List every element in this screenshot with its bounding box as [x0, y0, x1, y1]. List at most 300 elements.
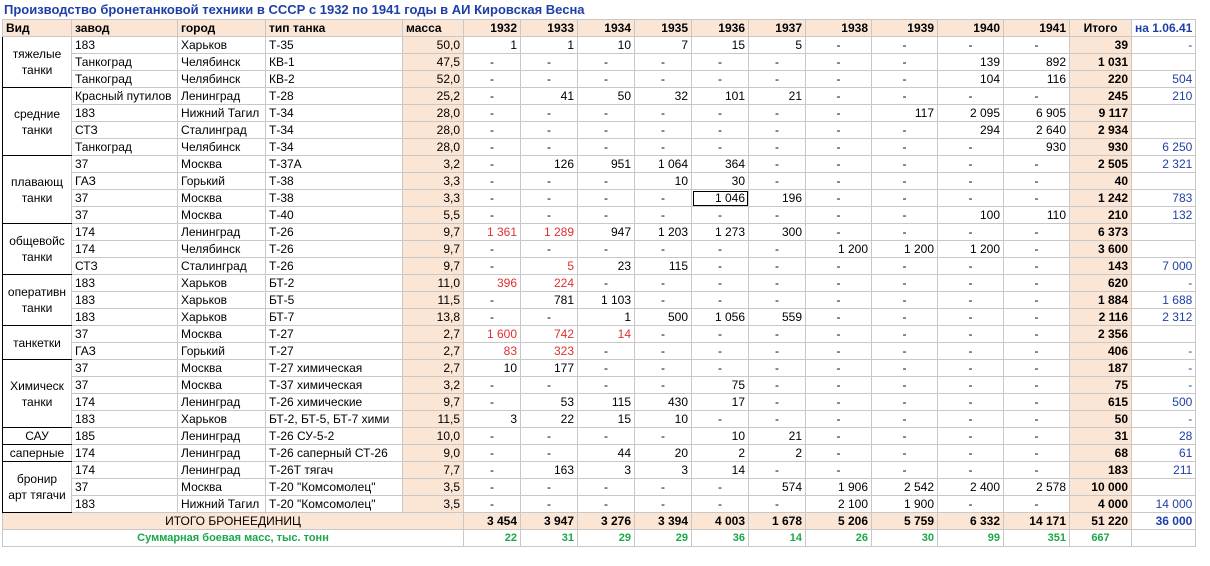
total-year-cell[interactable]: 4 003	[692, 513, 749, 530]
year-cell[interactable]: -	[938, 377, 1004, 394]
mass-year-cell[interactable]: 30	[872, 530, 938, 547]
year-cell[interactable]: -	[806, 122, 872, 139]
tank-type-cell[interactable]: Т-20 "Комсомолец"	[266, 496, 403, 513]
tank-type-cell[interactable]: Т-35	[266, 37, 403, 54]
year-cell[interactable]: -	[692, 258, 749, 275]
year-cell[interactable]: -	[872, 156, 938, 173]
year-cell[interactable]: 100	[938, 207, 1004, 224]
city-cell[interactable]: Москва	[178, 377, 266, 394]
year-cell[interactable]: -	[806, 224, 872, 241]
year-cell[interactable]: 1 046	[692, 190, 749, 207]
year-cell[interactable]: -	[635, 122, 692, 139]
year-cell[interactable]: -	[464, 173, 521, 190]
mass-cell[interactable]: 7,7	[403, 462, 464, 479]
year-cell[interactable]: -	[749, 105, 806, 122]
year-cell[interactable]: -	[749, 496, 806, 513]
year-cell[interactable]: -	[464, 292, 521, 309]
year-cell[interactable]: 14	[578, 326, 635, 343]
year-cell[interactable]: -	[806, 258, 872, 275]
city-cell[interactable]: Сталинград	[178, 258, 266, 275]
year-cell[interactable]: -	[938, 173, 1004, 190]
year-cell[interactable]: -	[872, 394, 938, 411]
mass-cell[interactable]: 9,7	[403, 241, 464, 258]
year-cell[interactable]: -	[872, 54, 938, 71]
total-cell[interactable]: 10 000	[1070, 479, 1132, 496]
year-cell[interactable]: -	[806, 360, 872, 377]
mass-cell[interactable]: 3,5	[403, 496, 464, 513]
year-cell[interactable]: -	[749, 275, 806, 292]
on-date-cell[interactable]: 783	[1132, 190, 1196, 207]
year-cell[interactable]: -	[938, 309, 1004, 326]
total-cell[interactable]: 1 242	[1070, 190, 1132, 207]
year-cell[interactable]: 1	[578, 309, 635, 326]
plant-cell[interactable]: Танкоград	[72, 54, 178, 71]
total-cell[interactable]: 50	[1070, 411, 1132, 428]
year-cell[interactable]: -	[692, 326, 749, 343]
mass-cell[interactable]: 3,2	[403, 377, 464, 394]
mass-cell[interactable]: 50,0	[403, 37, 464, 54]
year-cell[interactable]: -	[521, 207, 578, 224]
year-cell[interactable]: 101	[692, 88, 749, 105]
year-cell[interactable]: -	[521, 173, 578, 190]
mass-year-cell[interactable]: 99	[938, 530, 1004, 547]
mass-cell[interactable]: 9,0	[403, 445, 464, 462]
year-cell[interactable]: -	[464, 207, 521, 224]
year-cell[interactable]: 1 203	[635, 224, 692, 241]
total-cell[interactable]: 40	[1070, 173, 1132, 190]
year-cell[interactable]: -	[806, 309, 872, 326]
year-cell[interactable]: 110	[1004, 207, 1070, 224]
on-date-cell[interactable]: 14 000	[1132, 496, 1196, 513]
year-cell[interactable]: -	[578, 275, 635, 292]
year-cell[interactable]: 1 289	[521, 224, 578, 241]
city-cell[interactable]: Сталинград	[178, 122, 266, 139]
year-cell[interactable]: -	[578, 377, 635, 394]
year-cell[interactable]: 163	[521, 462, 578, 479]
year-cell[interactable]: -	[464, 71, 521, 88]
year-cell[interactable]: 83	[464, 343, 521, 360]
year-cell[interactable]: 22	[521, 411, 578, 428]
mass-year-cell[interactable]: 351	[1004, 530, 1070, 547]
year-cell[interactable]: 44	[578, 445, 635, 462]
city-cell[interactable]: Ленинград	[178, 462, 266, 479]
year-cell[interactable]: 3	[635, 462, 692, 479]
year-cell[interactable]: -	[464, 428, 521, 445]
mass-cell[interactable]: 9,7	[403, 224, 464, 241]
year-cell[interactable]: -	[749, 156, 806, 173]
total-cell[interactable]: 31	[1070, 428, 1132, 445]
year-cell[interactable]: 17	[692, 394, 749, 411]
on-date-cell[interactable]: 7 000	[1132, 258, 1196, 275]
year-cell[interactable]: -	[938, 292, 1004, 309]
year-cell[interactable]: -	[872, 88, 938, 105]
year-cell[interactable]: -	[1004, 156, 1070, 173]
mass-cell[interactable]: 2,7	[403, 326, 464, 343]
year-cell[interactable]: -	[872, 37, 938, 54]
year-cell[interactable]: -	[872, 190, 938, 207]
year-cell[interactable]: -	[635, 275, 692, 292]
mass-cell[interactable]: 3,2	[403, 156, 464, 173]
year-cell[interactable]: -	[521, 105, 578, 122]
plant-cell[interactable]: 183	[72, 411, 178, 428]
tank-type-cell[interactable]: Т-34	[266, 122, 403, 139]
on-date-cell[interactable]: 2 312	[1132, 309, 1196, 326]
plant-cell[interactable]: СТЗ	[72, 122, 178, 139]
total-cell[interactable]: 930	[1070, 139, 1132, 156]
on-date-cell[interactable]	[1132, 173, 1196, 190]
total-cell[interactable]: 183	[1070, 462, 1132, 479]
city-cell[interactable]: Ленинград	[178, 88, 266, 105]
year-cell[interactable]: -	[464, 445, 521, 462]
year-cell[interactable]: -	[635, 105, 692, 122]
year-cell[interactable]: -	[872, 326, 938, 343]
year-cell[interactable]: -	[521, 428, 578, 445]
tank-type-cell[interactable]: Т-26 химические	[266, 394, 403, 411]
total-cell[interactable]: 2 505	[1070, 156, 1132, 173]
year-cell[interactable]: -	[938, 360, 1004, 377]
year-cell[interactable]: -	[692, 139, 749, 156]
city-cell[interactable]: Москва	[178, 479, 266, 496]
year-cell[interactable]: -	[872, 445, 938, 462]
year-cell[interactable]: 1 200	[872, 241, 938, 258]
city-cell[interactable]: Челябинск	[178, 139, 266, 156]
year-cell[interactable]: 75	[692, 377, 749, 394]
year-cell[interactable]: 3	[578, 462, 635, 479]
year-cell[interactable]: -	[521, 309, 578, 326]
year-cell[interactable]: -	[806, 428, 872, 445]
year-cell[interactable]: -	[749, 360, 806, 377]
tank-type-cell[interactable]: Т-37А	[266, 156, 403, 173]
year-cell[interactable]: -	[806, 88, 872, 105]
year-cell[interactable]: -	[806, 173, 872, 190]
year-cell[interactable]: -	[578, 241, 635, 258]
year-cell[interactable]: -	[806, 462, 872, 479]
tank-type-cell[interactable]: Т-28	[266, 88, 403, 105]
plant-cell[interactable]: 183	[72, 37, 178, 54]
year-cell[interactable]: -	[521, 190, 578, 207]
total-year-cell[interactable]: 3 276	[578, 513, 635, 530]
year-cell[interactable]: -	[578, 360, 635, 377]
year-cell[interactable]: 7	[635, 37, 692, 54]
mass-cell[interactable]: 11,5	[403, 411, 464, 428]
year-cell[interactable]: -	[749, 292, 806, 309]
year-cell[interactable]: 1 200	[938, 241, 1004, 258]
mass-cell[interactable]: 2,7	[403, 360, 464, 377]
on-date-cell[interactable]: -	[1132, 275, 1196, 292]
year-cell[interactable]: -	[1004, 462, 1070, 479]
year-cell[interactable]: 117	[872, 105, 938, 122]
on-date-cell[interactable]: 210	[1132, 88, 1196, 105]
mass-cell[interactable]: 10,0	[403, 428, 464, 445]
on-date-cell[interactable]	[1132, 54, 1196, 71]
city-cell[interactable]: Харьков	[178, 292, 266, 309]
mass-year-cell[interactable]: 26	[806, 530, 872, 547]
mass-year-cell[interactable]: 36	[692, 530, 749, 547]
on-date-cell[interactable]: 28	[1132, 428, 1196, 445]
year-cell[interactable]: 364	[692, 156, 749, 173]
plant-cell[interactable]: 174	[72, 445, 178, 462]
on-date-cell[interactable]: 6 250	[1132, 139, 1196, 156]
year-cell[interactable]: 500	[635, 309, 692, 326]
year-cell[interactable]: 574	[749, 479, 806, 496]
year-cell[interactable]: 2 100	[806, 496, 872, 513]
year-cell[interactable]: 104	[938, 71, 1004, 88]
plant-cell[interactable]: 183	[72, 292, 178, 309]
year-cell[interactable]: -	[806, 54, 872, 71]
year-cell[interactable]: -	[749, 462, 806, 479]
year-cell[interactable]: 3	[464, 411, 521, 428]
year-cell[interactable]: -	[692, 275, 749, 292]
year-cell[interactable]: -	[806, 37, 872, 54]
on-date-cell[interactable]	[1132, 241, 1196, 258]
mass-year-cell[interactable]: 29	[635, 530, 692, 547]
year-cell[interactable]: 2 542	[872, 479, 938, 496]
year-cell[interactable]: -	[872, 428, 938, 445]
city-cell[interactable]: Нижний Тагил	[178, 105, 266, 122]
total-cell[interactable]: 39	[1070, 37, 1132, 54]
plant-cell[interactable]: 37	[72, 377, 178, 394]
year-cell[interactable]: -	[749, 207, 806, 224]
year-cell[interactable]: 1	[521, 37, 578, 54]
mass-cell[interactable]: 47,5	[403, 54, 464, 71]
tank-type-cell[interactable]: БТ-2	[266, 275, 403, 292]
year-cell[interactable]: -	[806, 411, 872, 428]
year-cell[interactable]: 1 906	[806, 479, 872, 496]
year-cell[interactable]: 177	[521, 360, 578, 377]
tank-type-cell[interactable]: Т-38	[266, 190, 403, 207]
city-cell[interactable]: Челябинск	[178, 54, 266, 71]
year-cell[interactable]: 5	[521, 258, 578, 275]
year-cell[interactable]: 2 578	[1004, 479, 1070, 496]
city-cell[interactable]: Харьков	[178, 37, 266, 54]
year-cell[interactable]: -	[578, 496, 635, 513]
year-cell[interactable]: -	[938, 190, 1004, 207]
year-cell[interactable]: -	[635, 71, 692, 88]
mass-cell[interactable]: 9,7	[403, 394, 464, 411]
year-cell[interactable]: -	[1004, 496, 1070, 513]
on-date-cell[interactable]: 132	[1132, 207, 1196, 224]
city-cell[interactable]: Москва	[178, 156, 266, 173]
year-cell[interactable]: -	[1004, 377, 1070, 394]
total-year-cell[interactable]: 5 206	[806, 513, 872, 530]
year-cell[interactable]: -	[806, 445, 872, 462]
mass-year-cell[interactable]: 31	[521, 530, 578, 547]
mass-cell[interactable]: 3,3	[403, 173, 464, 190]
mass-cell[interactable]: 11,0	[403, 275, 464, 292]
year-cell[interactable]: -	[749, 411, 806, 428]
year-cell[interactable]: 10	[578, 37, 635, 54]
year-cell[interactable]: -	[872, 309, 938, 326]
mass-cell[interactable]: 5,5	[403, 207, 464, 224]
year-cell[interactable]: -	[872, 343, 938, 360]
year-cell[interactable]: 1 056	[692, 309, 749, 326]
year-cell[interactable]: -	[578, 190, 635, 207]
year-cell[interactable]: -	[806, 377, 872, 394]
tank-type-cell[interactable]: Т-27 химическая	[266, 360, 403, 377]
year-cell[interactable]: 10	[692, 428, 749, 445]
tank-type-cell[interactable]: Т-26 СУ-5-2	[266, 428, 403, 445]
year-cell[interactable]: -	[806, 343, 872, 360]
mass-cell[interactable]: 9,7	[403, 258, 464, 275]
year-cell[interactable]: -	[464, 156, 521, 173]
plant-cell[interactable]: 185	[72, 428, 178, 445]
plant-cell[interactable]: ГАЗ	[72, 343, 178, 360]
tank-type-cell[interactable]: БТ-7	[266, 309, 403, 326]
tank-type-cell[interactable]: Т-20 "Комсомолец"	[266, 479, 403, 496]
year-cell[interactable]: -	[1004, 309, 1070, 326]
on-date-cell[interactable]	[1132, 122, 1196, 139]
year-cell[interactable]: -	[464, 190, 521, 207]
year-cell[interactable]: -	[1004, 241, 1070, 258]
year-cell[interactable]: -	[1004, 275, 1070, 292]
year-cell[interactable]: -	[749, 122, 806, 139]
city-cell[interactable]: Москва	[178, 207, 266, 224]
total-cell[interactable]: 406	[1070, 343, 1132, 360]
plant-cell[interactable]: 183	[72, 309, 178, 326]
year-cell[interactable]: 1	[464, 37, 521, 54]
year-cell[interactable]: -	[872, 122, 938, 139]
year-cell[interactable]: 430	[635, 394, 692, 411]
on-date-cell[interactable]	[1132, 326, 1196, 343]
year-cell[interactable]: -	[464, 309, 521, 326]
year-cell[interactable]: 23	[578, 258, 635, 275]
year-cell[interactable]: 14	[692, 462, 749, 479]
year-cell[interactable]: -	[1004, 343, 1070, 360]
tank-type-cell[interactable]: БТ-5	[266, 292, 403, 309]
on-date-cell[interactable]: 61	[1132, 445, 1196, 462]
total-year-cell[interactable]: 3 394	[635, 513, 692, 530]
mass-cell[interactable]: 52,0	[403, 71, 464, 88]
total-cell[interactable]: 68	[1070, 445, 1132, 462]
year-cell[interactable]: 1 273	[692, 224, 749, 241]
total-year-cell[interactable]: 3 454	[464, 513, 521, 530]
year-cell[interactable]: -	[1004, 88, 1070, 105]
year-cell[interactable]: -	[578, 105, 635, 122]
mass-cell[interactable]: 28,0	[403, 105, 464, 122]
year-cell[interactable]: -	[692, 292, 749, 309]
year-cell[interactable]: -	[578, 343, 635, 360]
year-cell[interactable]: -	[1004, 394, 1070, 411]
total-cell[interactable]: 210	[1070, 207, 1132, 224]
year-cell[interactable]: 20	[635, 445, 692, 462]
year-cell[interactable]: 196	[749, 190, 806, 207]
tank-type-cell[interactable]: Т-26	[266, 258, 403, 275]
on-date-cell[interactable]: -	[1132, 360, 1196, 377]
year-cell[interactable]: 294	[938, 122, 1004, 139]
year-cell[interactable]: -	[464, 54, 521, 71]
year-cell[interactable]: -	[938, 496, 1004, 513]
year-cell[interactable]: 10	[635, 173, 692, 190]
plant-cell[interactable]: 37	[72, 190, 178, 207]
year-cell[interactable]: -	[1004, 224, 1070, 241]
mass-cell[interactable]: 25,2	[403, 88, 464, 105]
year-cell[interactable]: 21	[749, 428, 806, 445]
total-cell[interactable]: 9 117	[1070, 105, 1132, 122]
year-cell[interactable]: -	[635, 54, 692, 71]
year-cell[interactable]: -	[464, 258, 521, 275]
year-cell[interactable]: -	[635, 360, 692, 377]
year-cell[interactable]: -	[521, 241, 578, 258]
year-cell[interactable]: 2 400	[938, 479, 1004, 496]
total-cell[interactable]: 3 600	[1070, 241, 1132, 258]
year-cell[interactable]: 1 361	[464, 224, 521, 241]
plant-cell[interactable]: 37	[72, 360, 178, 377]
year-cell[interactable]: -	[635, 377, 692, 394]
year-cell[interactable]: -	[1004, 37, 1070, 54]
on-date-cell[interactable]: 1 688	[1132, 292, 1196, 309]
year-cell[interactable]: -	[578, 71, 635, 88]
year-cell[interactable]: -	[749, 326, 806, 343]
year-cell[interactable]: -	[1004, 428, 1070, 445]
on-date-cell[interactable]: -	[1132, 343, 1196, 360]
total-cell[interactable]: 220	[1070, 71, 1132, 88]
total-cell[interactable]: 75	[1070, 377, 1132, 394]
year-cell[interactable]: -	[806, 326, 872, 343]
year-cell[interactable]: 115	[578, 394, 635, 411]
total-cell[interactable]: 187	[1070, 360, 1132, 377]
year-cell[interactable]: -	[521, 139, 578, 156]
year-cell[interactable]: -	[938, 37, 1004, 54]
tank-type-cell[interactable]: Т-26Т тягач	[266, 462, 403, 479]
total-year-cell[interactable]: 3 947	[521, 513, 578, 530]
total-cell[interactable]: 245	[1070, 88, 1132, 105]
year-cell[interactable]: -	[1004, 360, 1070, 377]
year-cell[interactable]: 30	[692, 173, 749, 190]
year-cell[interactable]: -	[806, 292, 872, 309]
city-cell[interactable]: Харьков	[178, 275, 266, 292]
year-cell[interactable]: 21	[749, 88, 806, 105]
on-date-cell[interactable]	[1132, 224, 1196, 241]
year-cell[interactable]: -	[578, 173, 635, 190]
year-cell[interactable]: -	[464, 479, 521, 496]
year-cell[interactable]: -	[872, 377, 938, 394]
tank-type-cell[interactable]: Т-38	[266, 173, 403, 190]
year-cell[interactable]: 6 905	[1004, 105, 1070, 122]
year-cell[interactable]: -	[872, 71, 938, 88]
year-cell[interactable]: -	[872, 173, 938, 190]
plant-cell[interactable]: 174	[72, 224, 178, 241]
year-cell[interactable]: -	[749, 258, 806, 275]
mass-cell[interactable]: 28,0	[403, 139, 464, 156]
year-cell[interactable]: -	[1004, 258, 1070, 275]
city-cell[interactable]: Нижний Тагил	[178, 496, 266, 513]
year-cell[interactable]: 116	[1004, 71, 1070, 88]
year-cell[interactable]: -	[521, 122, 578, 139]
year-cell[interactable]: 742	[521, 326, 578, 343]
year-cell[interactable]: 396	[464, 275, 521, 292]
year-cell[interactable]: -	[635, 139, 692, 156]
year-cell[interactable]: -	[521, 496, 578, 513]
year-cell[interactable]: -	[938, 394, 1004, 411]
mass-year-cell[interactable]: 29	[578, 530, 635, 547]
year-cell[interactable]: -	[635, 479, 692, 496]
year-cell[interactable]: 1 900	[872, 496, 938, 513]
on-date-total-cell[interactable]: 36 000	[1132, 513, 1196, 530]
year-cell[interactable]: 126	[521, 156, 578, 173]
year-cell[interactable]: -	[521, 445, 578, 462]
year-cell[interactable]: 300	[749, 224, 806, 241]
year-cell[interactable]: -	[872, 139, 938, 156]
year-cell[interactable]: -	[464, 496, 521, 513]
tank-type-cell[interactable]: Т-34	[266, 105, 403, 122]
plant-cell[interactable]: 174	[72, 241, 178, 258]
year-cell[interactable]: -	[938, 445, 1004, 462]
tank-type-cell[interactable]: Т-26	[266, 224, 403, 241]
year-cell[interactable]: -	[635, 326, 692, 343]
year-cell[interactable]: -	[749, 343, 806, 360]
total-cell[interactable]: 615	[1070, 394, 1132, 411]
year-cell[interactable]: -	[692, 122, 749, 139]
